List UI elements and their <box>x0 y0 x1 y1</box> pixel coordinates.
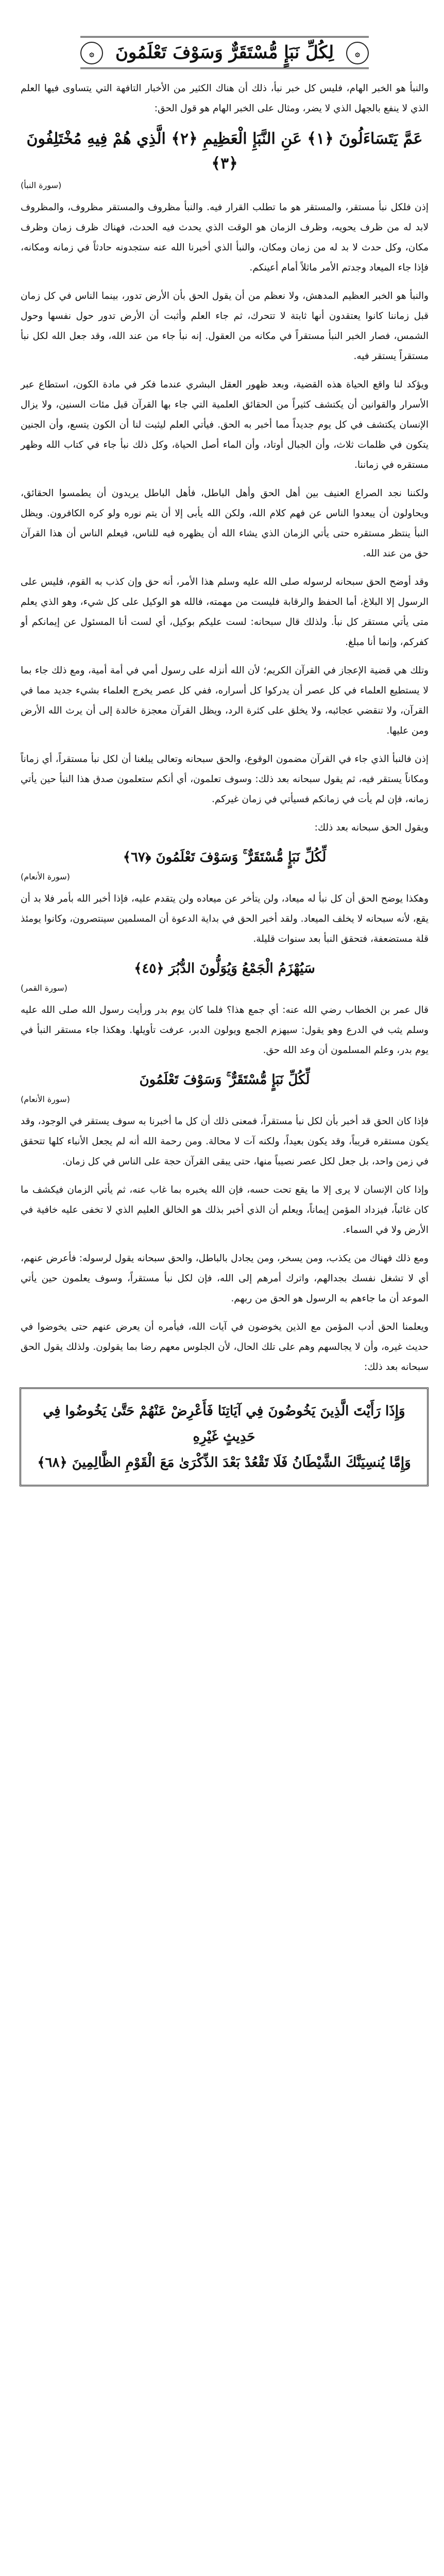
ref-naba: (سورة النبأ) <box>21 180 62 190</box>
verse-banner <box>80 36 369 69</box>
paragraph-9: قال عمر بن الخطاب رضي الله عنه: أي جمع هذا؟ فلما كان يوم بدر ورأيت رسول الله صلى الله عليه وسلم يثب في الدرع وهو يقول: سيهزم الجمع ويولون الدبر، عرفت تأويلها. وهكذا جاء مستقر النبأ في يوم بدر، وعلم المسلمون أن وعد الله حق. <box>21 1005 429 1056</box>
paragraph-10: فإذا كان الحق قد أخبر بأن لكل نبأ مستقراً، فمعنى ذلك أن كل ما أخبرنا به سوف يستقر في الوجود، وقد يكون مستقره قريباً، وقد يكون بعيداً، ولكنه آت لا محالة. ومن رحمة الله أنه لم يجعل الأنباء كلها تتحقق في زمن واحد، بل جعل لكل عصر نصيباً منها، حتى يبقى القرآن حجة على الناس في كل زمان. <box>21 1116 429 1167</box>
intro-paragraph: والنبأ هو الخبر الهام، فليس كل خبر نبأ، ذلك أن هناك الكثير من الأخبار التافهة التي يتساوى فيها العلم الذي لا ينفع بالجهل الذي لا يضر، ومثال على الخبر الهام هو قول الحق: <box>21 83 429 114</box>
lead-verse-2: ويقول الحق سبحانه بعد ذلك: <box>314 822 429 833</box>
paragraph-4: ولكننا نجد الصراع العنيف بين أهل الحق وأهل الباطل، فأهل الباطل يريدون أن يطمسوا الحقائق، ويحاولون أن يبعدوا الناس عن فهم كلام الله، ولكن الله يأبى إلا أن يتم نوره ولو كره الكافرون. ويظل النبأ ينتظر مستقره حتى يأتي الزمان الذي يشاء الله أن يظهره فيه للناس، فيعلم الناس أن هذا القرآن حق من عند الله. <box>21 488 429 559</box>
ref-anam: (سورة الأنعام) <box>21 872 70 882</box>
verse-qamar: سَيُهْزَمُ الْجَمْعُ وَيُوَلُّونَ الدُّبُرَ ﴿٤٥﴾ <box>134 961 315 976</box>
paragraph-2: والنبأ هو الخبر العظيم المدهش، ولا نعظم من أن يقول الحق بأن الأرض تدور، بينما الناس في كل زمان قبل زماننا كانوا يعتقدون أنها ثابتة لا تتحرك، ثم جاء العلم وأثبت أن الأرض تدور حول نفسها وحول الشمس، فصار الخبر النبأ مستقراً في مكانه من العقول. إنه نبأ جاء من عند الله، وقد جعل الله لكل نبأ مستقراً يستقر فيه. <box>21 291 429 362</box>
paragraph-8: وهكذا يوضح الحق أن كل نبأ له ميعاد، ولن يتأخر عن ميعاده ولن يتقدم عليه، فإذا أخبر الله بأمر فلا بد أن يقع، لأنه سبحانه لا يخلف الميعاد. ولقد أخبر الحق في بداية الدعوة أن المسلمين سينتصرون، وكانوا يومئذ قلة مستضعفة، فتحقق النبأ بعد سنوات قليلة. <box>21 893 429 944</box>
paragraph-12: ومع ذلك فهناك من يكذب، ومن يسخر، ومن يجادل بالباطل، والحق سبحانه يقول لرسوله: فأعرض عنهم، أي لا تشغل نفسك بجدالهم، واترك أمرهم إلى الله، فإن لكل نبأ مستقراً، وسوف يعلمون حين يأتي الموعد أن ما جاءهم به الرسول هو الحق من ربهم. <box>21 1253 429 1304</box>
paragraph-5: وقد أوضح الحق سبحانه لرسوله صلى الله عليه وسلم هذا الأمر، أنه حق وإن كذب به القوم، فليس على الرسول إلا البلاغ، أما الحفظ والرقابة فليست من مهمته، فالله هو الوكيل على كل شيء، وهو الذي يعلم متى يأتي مستقر كل نبأ. ولذلك قال سبحانه: لست عليكم بوكيل، أي لست أنا المسئول عن إيمانكم أو كفركم، وإنما أنا مبلغ. <box>21 577 429 648</box>
paragraph-7: إذن فالنبأ الذي جاء في القرآن مضمون الوقوع، والحق سبحانه وتعالى يبلغنا أن لكل نبأ مستقراً، أي زماناً ومكاناً يستقر فيه، ثم يقول سبحانه بعد ذلك: وسوف تعلمون، أي أنكم ستعلمون صدق هذا النبأ حين يأتي زمانه، فإن لم يأت في زمانكم فسيأتي في زمان غيركم. <box>21 754 429 805</box>
verse-anam-1: لِّكُلِّ نَبَإٍ مُّسْتَقَرٌّ ۚ وَسَوْفَ تَعْلَمُونَ ﴿٦٧﴾ <box>123 850 327 865</box>
paragraph-1: إذن فلكل نبأ مستقر، والمستقر هو ما تطلب القرار فيه. والنبأ مظروف والمستقر مظروف، والمظروف لابد له من ظرف يحويه، وظرف الزمان هو الوقت الذي يحدث فيه الحدث، فهناك ظرف زمان وظرف مكان، وكل حدث لا بد له من زمان ومكان، والنبأ الذي أخبرنا الله عنه ستجدونه حادثاً في زمانه ومكانه، فإذا جاء الميعاد وجدتم الأمر ماثلاً أمام أعينكم. <box>21 202 429 273</box>
footer-verse-box <box>20 1387 429 1486</box>
paragraph-3: ويؤكد لنا واقع الحياة هذه القضية، وبعد ظهور العقل البشري عندما فكر في مادة الكون، استطاع عبر الأسرار والقوانين أن يكتشف كثيراً من الحقائق العلمية التي جاء بها القرآن قبل مئات السنين، ولا يزال الإنسان يكتشف في كل يوم جديداً مما أخبر به الحق. فيأتي العلم ليثبت لنا أن الكون يتسع، وأن الجنين يتكون في ظلمات ثلاث، وأن الجبال أوتاد، وأن الماء أصل الحياة، وكل ذلك نبأ جاء في كتاب الله وظهر مستقره في زماننا. <box>21 379 429 470</box>
ref-anam-2: (سورة الأنعام) <box>21 1094 70 1104</box>
verse-naba: عَمَّ يَتَسَاءَلُونَ ﴿١﴾ عَنِ النَّبَإِ الْعَظِيمِ ﴿٢﴾ الَّذِي هُمْ فِيهِ مُخْتَلِفُونَ ﴿٣﴾ <box>26 130 423 173</box>
paragraph-11: وإذا كان الإنسان لا يرى إلا ما يقع تحت حسه، فإن الله يخبره بما غاب عنه، ثم يأتي الزمان فيكشف ما كان غائباً، فيزداد المؤمن إيماناً، ويعلم أن الذي أخبر بذلك هو الخالق العليم الذي لا تخفى عليه خافية في الأرض ولا في السماء. <box>21 1184 429 1235</box>
footer-verse-line-2: وَإِمَّا يُنسِيَنَّكَ الشَّيْطَانُ فَلَا تَقْعُدْ بَعْدَ الذِّكْرَىٰ مَعَ الْقَوْمِ الظَّالِمِينَ ﴿٦٨﴾ <box>37 1455 411 1470</box>
verse-anam-2: لِّكُلِّ نَبَإٍ مُّسْتَقَرٌّ ۚ وَسَوْفَ تَعْلَمُونَ <box>139 1072 310 1088</box>
content-column <box>21 36 429 1486</box>
ornament-left-icon: ۞ <box>80 42 103 64</box>
footer-verse-line-1: وَإِذَا رَأَيْتَ الَّذِينَ يَخُوضُونَ فِي آيَاتِنَا فَأَعْرِضْ عَنْهُمْ حَتَّىٰ يَخُوضُوا فِي حَدِيثٍ غَيْرِهِ <box>43 1403 405 1445</box>
ref-qamar: (سورة القمر) <box>21 983 67 993</box>
banner-verse: لِكُلِّ نَبَإٍ مُّسْتَقَرٌّ وَسَوْفَ تَعْلَمُونَ <box>115 42 334 63</box>
paragraph-6: وتلك هي قضية الإعجاز في القرآن الكريم؛ لأن الله أنزله على رسول أمي في أمة أمية، ومع ذلك جاء بما لا يستطيع العلماء في كل عصر أن يدركوا كل أسراره، ففي كل عصر يخرج العلماء بشيء جديد مما في القرآن، ولا تنقضي عجائبه، ولا يخلق على كثرة الرد، ويظل القرآن معجزة خالدة إلى أن يرث الله الأرض ومن عليها. <box>21 665 429 736</box>
paragraph-13: ويعلمنا الحق أدب المؤمن مع الذين يخوضون في آيات الله، فيأمره أن يعرض عنهم حتى يخوضوا في حديث غيره، وأن لا يجالسهم وهم على تلك الحال، لأن الجلوس معهم رضا بما يقولون. ولذلك يقول الحق سبحانه بعد ذلك: <box>21 1321 429 1372</box>
ornament-right-icon: ۞ <box>346 42 369 64</box>
